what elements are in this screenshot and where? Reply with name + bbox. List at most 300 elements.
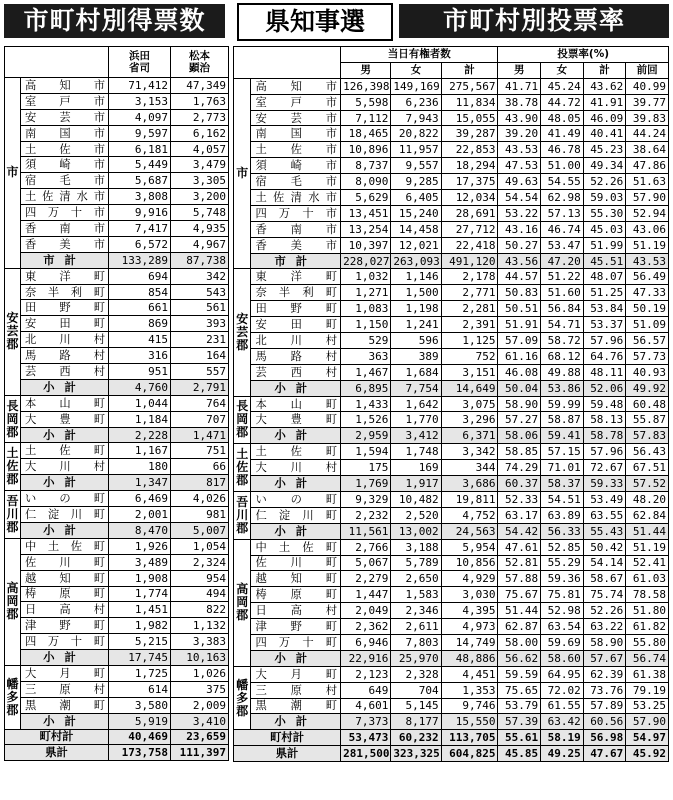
value-cell: 58.00 bbox=[498, 634, 541, 650]
value-cell: 47.86 bbox=[626, 158, 669, 174]
municipality-name: 土佐町 bbox=[251, 444, 341, 460]
value-cell: 2,328 bbox=[391, 666, 441, 682]
value-cell: 14,458 bbox=[391, 221, 441, 237]
value-cell: 9,746 bbox=[441, 698, 498, 714]
table-row bbox=[234, 205, 669, 221]
table-row bbox=[5, 157, 229, 173]
group-label: 市 bbox=[234, 78, 251, 269]
value-cell: 59.59 bbox=[498, 666, 541, 682]
subtotal-value: 7,373 bbox=[341, 714, 391, 730]
subtotal-value: 52.06 bbox=[583, 380, 626, 396]
value-cell: 1,241 bbox=[391, 317, 441, 333]
value-cell: 46.08 bbox=[498, 364, 541, 380]
subtotal-value: 8,470 bbox=[109, 522, 171, 538]
subtotal-value: 48,886 bbox=[441, 650, 498, 666]
column-header: 男 bbox=[498, 62, 541, 78]
value-cell: 53.22 bbox=[498, 205, 541, 221]
value-cell: 52.26 bbox=[583, 603, 626, 619]
value-cell: 55.29 bbox=[541, 555, 584, 571]
value-cell: 1,684 bbox=[391, 364, 441, 380]
subtotal-value: 491,120 bbox=[441, 253, 498, 269]
value-cell: 596 bbox=[391, 333, 441, 349]
subtotal-value: 53.86 bbox=[541, 380, 584, 396]
municipality-name: 四万十町 bbox=[251, 634, 341, 650]
value-cell: 1,198 bbox=[391, 301, 441, 317]
table-row bbox=[234, 682, 669, 698]
group-label: 長 岡 郡 bbox=[5, 395, 21, 443]
total-value: 113,705 bbox=[441, 730, 498, 746]
subtotal-row bbox=[234, 523, 669, 539]
value-cell: 67.51 bbox=[626, 460, 669, 476]
value-cell: 59.03 bbox=[583, 190, 626, 206]
value-cell: 5,687 bbox=[109, 173, 171, 189]
subtotal-row bbox=[234, 714, 669, 730]
turnout-header-row bbox=[234, 47, 669, 63]
total-value: 56.98 bbox=[583, 730, 626, 746]
municipality-name: いの町 bbox=[251, 491, 341, 507]
value-cell: 5,067 bbox=[341, 555, 391, 571]
subtotal-value: 58.78 bbox=[583, 428, 626, 444]
value-cell: 72.67 bbox=[583, 460, 626, 476]
value-cell: 46.09 bbox=[583, 110, 626, 126]
table-row bbox=[5, 411, 229, 427]
municipality-name: 香美市 bbox=[251, 237, 341, 253]
value-cell: 275,567 bbox=[441, 78, 498, 94]
table-row bbox=[234, 444, 669, 460]
value-cell: 22,418 bbox=[441, 237, 498, 253]
municipality-name: 津野町 bbox=[21, 618, 109, 634]
value-cell: 73.76 bbox=[583, 682, 626, 698]
total-value: 55.61 bbox=[498, 730, 541, 746]
group-label: 土 佐 郡 bbox=[5, 443, 21, 491]
municipality-name: 大豊町 bbox=[251, 412, 341, 428]
value-cell: 51.19 bbox=[626, 237, 669, 253]
value-cell: 51.00 bbox=[541, 158, 584, 174]
voters-header: 当日有権者数 bbox=[341, 47, 498, 63]
value-cell: 51.63 bbox=[626, 174, 669, 190]
table-row bbox=[5, 316, 229, 332]
value-cell: 375 bbox=[171, 681, 229, 697]
value-cell: 661 bbox=[109, 300, 171, 316]
subtotal-value: 60.56 bbox=[583, 714, 626, 730]
value-cell: 1,500 bbox=[391, 285, 441, 301]
total-row bbox=[234, 730, 669, 746]
municipality-name: 須崎市 bbox=[251, 158, 341, 174]
value-cell: 49.88 bbox=[541, 364, 584, 380]
value-cell: 764 bbox=[171, 395, 229, 411]
municipality-name: 香南市 bbox=[251, 221, 341, 237]
table-row bbox=[5, 443, 229, 459]
municipality-name: 土佐清水市 bbox=[21, 189, 109, 205]
value-cell: 3,188 bbox=[391, 539, 441, 555]
value-cell: 7,943 bbox=[391, 110, 441, 126]
value-cell: 614 bbox=[109, 681, 171, 697]
value-cell: 55.80 bbox=[626, 634, 669, 650]
value-cell: 344 bbox=[441, 460, 498, 476]
table-row bbox=[5, 268, 229, 284]
total-row bbox=[5, 745, 229, 761]
value-cell: 3,489 bbox=[109, 554, 171, 570]
municipality-name: 津野町 bbox=[251, 619, 341, 635]
table-row bbox=[234, 507, 669, 523]
subtotal-row bbox=[5, 379, 229, 395]
value-cell: 40.41 bbox=[583, 126, 626, 142]
group-label: 高 岡 郡 bbox=[234, 539, 251, 666]
value-cell: 9,916 bbox=[109, 205, 171, 221]
table-row bbox=[5, 364, 229, 380]
municipality-name: 田野町 bbox=[251, 301, 341, 317]
table-row bbox=[234, 603, 669, 619]
table-row bbox=[234, 412, 669, 428]
subtotal-value: 15,550 bbox=[441, 714, 498, 730]
subtotal-value: 54.42 bbox=[498, 523, 541, 539]
municipality-name: 中土佐町 bbox=[21, 538, 109, 554]
value-cell: 1,725 bbox=[109, 665, 171, 681]
value-cell: 1,184 bbox=[109, 411, 171, 427]
subtotal-row bbox=[5, 475, 229, 491]
value-cell: 389 bbox=[391, 348, 441, 364]
value-cell: 58.13 bbox=[583, 412, 626, 428]
column-header: 計 bbox=[583, 62, 626, 78]
value-cell: 63.89 bbox=[541, 507, 584, 523]
value-cell: 51.80 bbox=[626, 603, 669, 619]
value-cell: 68.12 bbox=[541, 348, 584, 364]
group-label: 安 芸 郡 bbox=[234, 269, 251, 396]
value-cell: 6,946 bbox=[341, 634, 391, 650]
table-row bbox=[234, 142, 669, 158]
table-row bbox=[5, 221, 229, 237]
subtotal-value: 49.92 bbox=[626, 380, 669, 396]
municipality-name: 南国市 bbox=[251, 126, 341, 142]
value-cell: 3,153 bbox=[109, 93, 171, 109]
municipality-name: 室戸市 bbox=[21, 93, 109, 109]
value-cell: 1,908 bbox=[109, 570, 171, 586]
value-cell: 2,766 bbox=[341, 539, 391, 555]
subtotal-row bbox=[234, 253, 669, 269]
value-cell: 40.99 bbox=[626, 78, 669, 94]
municipality-name: 東洋町 bbox=[251, 269, 341, 285]
value-cell: 4,057 bbox=[171, 141, 229, 157]
total-label: 町村計 bbox=[5, 729, 109, 745]
value-cell: 1,083 bbox=[341, 301, 391, 317]
value-cell: 3,479 bbox=[171, 157, 229, 173]
value-cell: 54.54 bbox=[498, 190, 541, 206]
table-row bbox=[234, 348, 669, 364]
value-cell: 53.25 bbox=[626, 698, 669, 714]
value-cell: 1,125 bbox=[441, 333, 498, 349]
municipality-name: 南国市 bbox=[21, 125, 109, 141]
subtotal-value: 58.37 bbox=[541, 476, 584, 492]
group-label: 吾 川 郡 bbox=[5, 491, 21, 539]
value-cell: 54.14 bbox=[583, 555, 626, 571]
total-value: 45.92 bbox=[626, 746, 669, 762]
total-value: 47.67 bbox=[583, 746, 626, 762]
table-row bbox=[234, 317, 669, 333]
subtotal-value: 57.52 bbox=[626, 476, 669, 492]
subtotal-value: 133,289 bbox=[109, 252, 171, 268]
value-cell: 61.03 bbox=[626, 571, 669, 587]
subtotal-value: 56.74 bbox=[626, 650, 669, 666]
value-cell: 20,822 bbox=[391, 126, 441, 142]
value-cell: 50.27 bbox=[498, 237, 541, 253]
value-cell: 53.84 bbox=[583, 301, 626, 317]
value-cell: 1,770 bbox=[391, 412, 441, 428]
table-row bbox=[234, 396, 669, 412]
table-row bbox=[234, 158, 669, 174]
subtotal-value: 58.06 bbox=[498, 428, 541, 444]
value-cell: 43.62 bbox=[583, 78, 626, 94]
value-cell: 75.74 bbox=[583, 587, 626, 603]
value-cell: 39.77 bbox=[626, 94, 669, 110]
value-cell: 51.25 bbox=[583, 285, 626, 301]
value-cell: 822 bbox=[171, 602, 229, 618]
subtotal-value: 6,371 bbox=[441, 428, 498, 444]
value-cell: 15,055 bbox=[441, 110, 498, 126]
subtotal-row bbox=[234, 428, 669, 444]
value-cell: 4,601 bbox=[341, 698, 391, 714]
value-cell: 3,580 bbox=[109, 697, 171, 713]
value-cell: 51.44 bbox=[498, 603, 541, 619]
value-cell: 63.17 bbox=[498, 507, 541, 523]
municipality-name: 越知町 bbox=[21, 570, 109, 586]
value-cell: 2,391 bbox=[441, 317, 498, 333]
value-cell: 1,146 bbox=[391, 269, 441, 285]
value-cell: 1,026 bbox=[171, 665, 229, 681]
value-cell: 51.09 bbox=[626, 317, 669, 333]
votes-title: 市町村別得票数 bbox=[4, 4, 225, 38]
total-value: 281,500 bbox=[341, 746, 391, 762]
value-cell: 64.95 bbox=[541, 666, 584, 682]
value-cell: 4,935 bbox=[171, 221, 229, 237]
value-cell: 5,954 bbox=[441, 539, 498, 555]
subtotal-value: 63.42 bbox=[541, 714, 584, 730]
value-cell: 5,629 bbox=[341, 190, 391, 206]
group-label: 幡 多 郡 bbox=[5, 665, 21, 729]
value-cell: 63.22 bbox=[583, 619, 626, 635]
value-cell: 47.61 bbox=[498, 539, 541, 555]
value-cell: 74.29 bbox=[498, 460, 541, 476]
subtotal-value: 1,769 bbox=[341, 476, 391, 492]
table-row bbox=[5, 618, 229, 634]
column-header: 女 bbox=[391, 62, 441, 78]
table-row bbox=[234, 237, 669, 253]
subtotal-value: 57.39 bbox=[498, 714, 541, 730]
value-cell: 649 bbox=[341, 682, 391, 698]
municipality-name: 三原村 bbox=[21, 681, 109, 697]
value-cell: 1,451 bbox=[109, 602, 171, 618]
subtotal-value: 14,649 bbox=[441, 380, 498, 396]
value-cell: 954 bbox=[171, 570, 229, 586]
subtotal-label: 市計 bbox=[21, 252, 109, 268]
group-label: 高 岡 郡 bbox=[5, 538, 21, 665]
subtotal-label: 小計 bbox=[21, 427, 109, 443]
value-cell: 2,771 bbox=[441, 285, 498, 301]
value-cell: 62.39 bbox=[583, 666, 626, 682]
value-cell: 61.16 bbox=[498, 348, 541, 364]
value-cell: 53.37 bbox=[583, 317, 626, 333]
header-blank bbox=[5, 47, 109, 78]
subtotal-value: 59.33 bbox=[583, 476, 626, 492]
table-row bbox=[234, 619, 669, 635]
value-cell: 52.85 bbox=[541, 539, 584, 555]
municipality-name: いの町 bbox=[21, 491, 109, 507]
value-cell: 4,967 bbox=[171, 236, 229, 252]
table-row bbox=[5, 570, 229, 586]
municipality-name: 奈半利町 bbox=[21, 284, 109, 300]
subtotal-value: 13,002 bbox=[391, 523, 441, 539]
municipality-name: 宿毛市 bbox=[251, 174, 341, 190]
value-cell: 50.51 bbox=[498, 301, 541, 317]
column-header: 男 bbox=[341, 62, 391, 78]
election-title: 県知事選 bbox=[237, 3, 393, 41]
value-cell: 13,451 bbox=[341, 205, 391, 221]
municipality-name: 北川村 bbox=[21, 332, 109, 348]
value-cell: 72.02 bbox=[541, 682, 584, 698]
value-cell: 18,294 bbox=[441, 158, 498, 174]
municipality-name: 黒潮町 bbox=[251, 698, 341, 714]
value-cell: 951 bbox=[109, 364, 171, 380]
value-cell: 2,346 bbox=[391, 603, 441, 619]
value-cell: 854 bbox=[109, 284, 171, 300]
municipality-name: 室戸市 bbox=[251, 94, 341, 110]
subtotal-value: 25,970 bbox=[391, 650, 441, 666]
value-cell: 66 bbox=[171, 459, 229, 475]
table-row bbox=[234, 571, 669, 587]
value-cell: 2,001 bbox=[109, 507, 171, 523]
value-cell: 342 bbox=[171, 268, 229, 284]
value-cell: 557 bbox=[171, 364, 229, 380]
municipality-name: 大川村 bbox=[21, 459, 109, 475]
value-cell: 18,465 bbox=[341, 126, 391, 142]
municipality-name: 四万十市 bbox=[21, 205, 109, 221]
value-cell: 6,572 bbox=[109, 236, 171, 252]
value-cell: 15,240 bbox=[391, 205, 441, 221]
value-cell: 5,215 bbox=[109, 634, 171, 650]
table-row bbox=[234, 126, 669, 142]
municipality-name: 高知市 bbox=[251, 78, 341, 94]
subtotal-value: 228,027 bbox=[341, 253, 391, 269]
table-row bbox=[234, 94, 669, 110]
subtotal-value: 1,471 bbox=[171, 427, 229, 443]
value-cell: 1,926 bbox=[109, 538, 171, 554]
value-cell: 5,748 bbox=[171, 205, 229, 221]
table-row bbox=[234, 698, 669, 714]
value-cell: 9,557 bbox=[391, 158, 441, 174]
table-row bbox=[5, 538, 229, 554]
value-cell: 43.16 bbox=[498, 221, 541, 237]
value-cell: 59.36 bbox=[541, 571, 584, 587]
value-cell: 38.78 bbox=[498, 94, 541, 110]
value-cell: 9,329 bbox=[341, 491, 391, 507]
municipality-name: 田野町 bbox=[21, 300, 109, 316]
value-cell: 2,281 bbox=[441, 301, 498, 317]
value-cell: 43.90 bbox=[498, 110, 541, 126]
value-cell: 3,075 bbox=[441, 396, 498, 412]
table-row bbox=[234, 78, 669, 94]
value-cell: 56.57 bbox=[626, 333, 669, 349]
value-cell: 50.83 bbox=[498, 285, 541, 301]
municipality-name: 芸西村 bbox=[251, 364, 341, 380]
value-cell: 52.81 bbox=[498, 555, 541, 571]
value-cell: 393 bbox=[171, 316, 229, 332]
municipality-name: 佐川町 bbox=[21, 554, 109, 570]
value-cell: 44.72 bbox=[541, 94, 584, 110]
value-cell: 1,982 bbox=[109, 618, 171, 634]
value-cell: 56.84 bbox=[541, 301, 584, 317]
subtotal-value: 11,561 bbox=[341, 523, 391, 539]
value-cell: 363 bbox=[341, 348, 391, 364]
value-cell: 57.09 bbox=[498, 333, 541, 349]
value-cell: 79.19 bbox=[626, 682, 669, 698]
table-row bbox=[5, 109, 229, 125]
value-cell: 180 bbox=[109, 459, 171, 475]
value-cell: 1,353 bbox=[441, 682, 498, 698]
municipality-name: 大月町 bbox=[21, 665, 109, 681]
total-value: 173,758 bbox=[109, 745, 171, 761]
municipality-name: 香南市 bbox=[21, 221, 109, 237]
municipality-name: 本山町 bbox=[21, 395, 109, 411]
table-row bbox=[234, 634, 669, 650]
table-row bbox=[234, 110, 669, 126]
subtotal-value: 56.33 bbox=[541, 523, 584, 539]
table-row bbox=[5, 395, 229, 411]
value-cell: 1,433 bbox=[341, 396, 391, 412]
subtotal-label: 小計 bbox=[21, 475, 109, 491]
value-cell: 1,167 bbox=[109, 443, 171, 459]
subtotal-label: 小計 bbox=[251, 380, 341, 396]
value-cell: 58.72 bbox=[541, 333, 584, 349]
value-cell: 1,467 bbox=[341, 364, 391, 380]
value-cell: 169 bbox=[391, 460, 441, 476]
value-cell: 38.64 bbox=[626, 142, 669, 158]
value-cell: 41.91 bbox=[583, 94, 626, 110]
value-cell: 22,853 bbox=[441, 142, 498, 158]
value-cell: 752 bbox=[441, 348, 498, 364]
value-cell: 5,789 bbox=[391, 555, 441, 571]
municipality-name: 佐川町 bbox=[251, 555, 341, 571]
subtotal-value: 50.04 bbox=[498, 380, 541, 396]
value-cell: 5,598 bbox=[341, 94, 391, 110]
value-cell: 4,973 bbox=[441, 619, 498, 635]
value-cell: 48.05 bbox=[541, 110, 584, 126]
value-cell: 13,254 bbox=[341, 221, 391, 237]
subtotal-value: 55.43 bbox=[583, 523, 626, 539]
subtotal-value: 1,347 bbox=[109, 475, 171, 491]
subtotal-label: 小計 bbox=[251, 428, 341, 444]
value-cell: 8,737 bbox=[341, 158, 391, 174]
table-row bbox=[234, 174, 669, 190]
value-cell: 57.15 bbox=[541, 444, 584, 460]
municipality-name: 須崎市 bbox=[21, 157, 109, 173]
value-cell: 149,169 bbox=[391, 78, 441, 94]
municipality-name: 香美市 bbox=[21, 236, 109, 252]
value-cell: 14,749 bbox=[441, 634, 498, 650]
column-header: 計 bbox=[441, 62, 498, 78]
municipality-name: 奈半利町 bbox=[251, 285, 341, 301]
value-cell: 3,296 bbox=[441, 412, 498, 428]
table-row bbox=[234, 269, 669, 285]
subtotal-label: 小計 bbox=[251, 650, 341, 666]
municipality-name: 東洋町 bbox=[21, 268, 109, 284]
candidate-name: 松本 顕治 bbox=[171, 47, 229, 78]
subtotal-value: 51.44 bbox=[626, 523, 669, 539]
value-cell: 39,287 bbox=[441, 126, 498, 142]
value-cell: 694 bbox=[109, 268, 171, 284]
municipality-name: 大川村 bbox=[251, 460, 341, 476]
rate-header: 投票率(%) bbox=[498, 47, 669, 63]
subtotal-label: 小計 bbox=[21, 713, 109, 729]
municipality-name: 三原村 bbox=[251, 682, 341, 698]
